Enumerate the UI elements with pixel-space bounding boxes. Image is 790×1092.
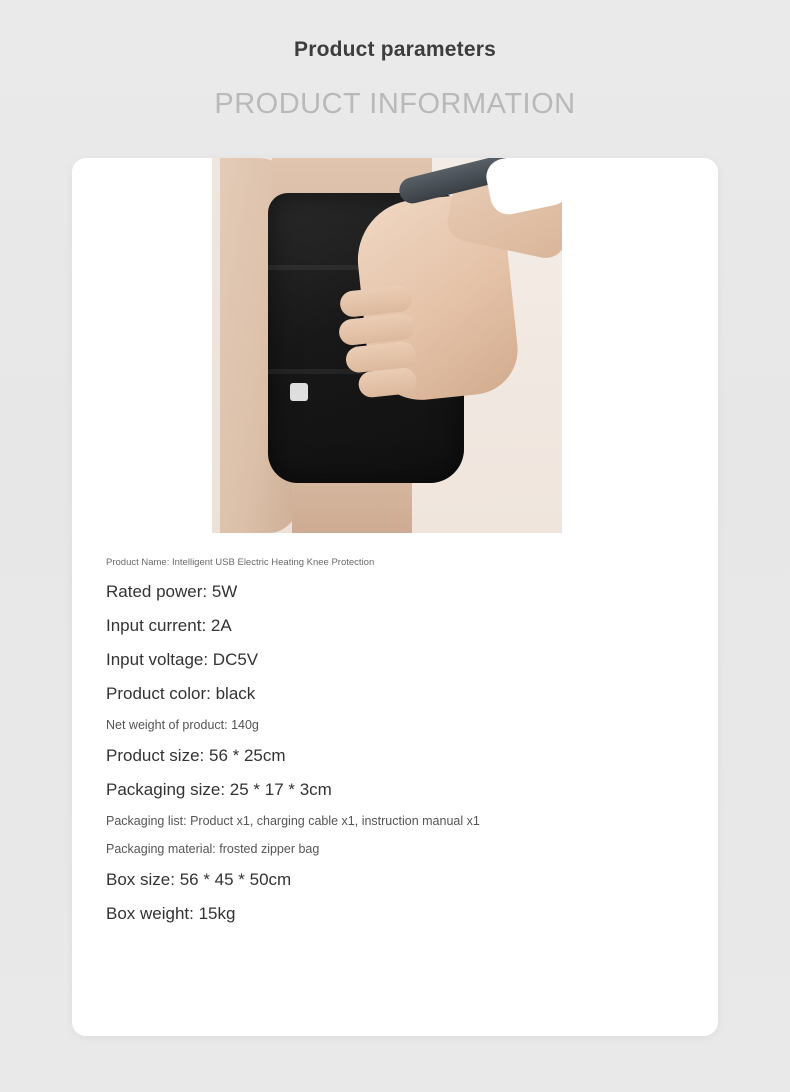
knee-brace-photo — [212, 158, 562, 533]
page-title: Product parameters — [293, 38, 496, 61]
spec-box-weight: Box weight: 15kg — [106, 904, 236, 923]
spec-input-current: Input current: 2A — [106, 616, 232, 635]
hand-shape — [352, 191, 522, 406]
spec-product-name: Product Name: Intelligent USB Electric Heating Knee Protection — [106, 557, 375, 568]
page-subtitle: PRODUCT INFORMATION — [214, 88, 576, 120]
spec-list — [72, 533, 718, 924]
brace-control-button — [290, 383, 308, 401]
spec-box-size: Box size: 56 * 45 * 50cm — [106, 870, 292, 889]
spec-packaging-list: Packaging list: Product x1, charging cable x1, instruction manual x1 — [106, 814, 480, 828]
spec-rated-power: Rated power: 5W — [106, 582, 238, 601]
finger-4 — [357, 367, 417, 399]
spec-product-size: Product size: 56 * 25cm — [106, 746, 286, 765]
spec-input-voltage: Input voltage: DC5V — [106, 650, 259, 669]
spec-net-weight: Net weight of product: 140g — [106, 718, 259, 732]
spec-packaging-size: Packaging size: 25 * 17 * 3cm — [106, 780, 332, 799]
product-info-card — [72, 158, 718, 1036]
spec-packaging-material: Packaging material: frosted zipper bag — [106, 842, 320, 856]
spec-product-color: Product color: black — [106, 684, 256, 703]
